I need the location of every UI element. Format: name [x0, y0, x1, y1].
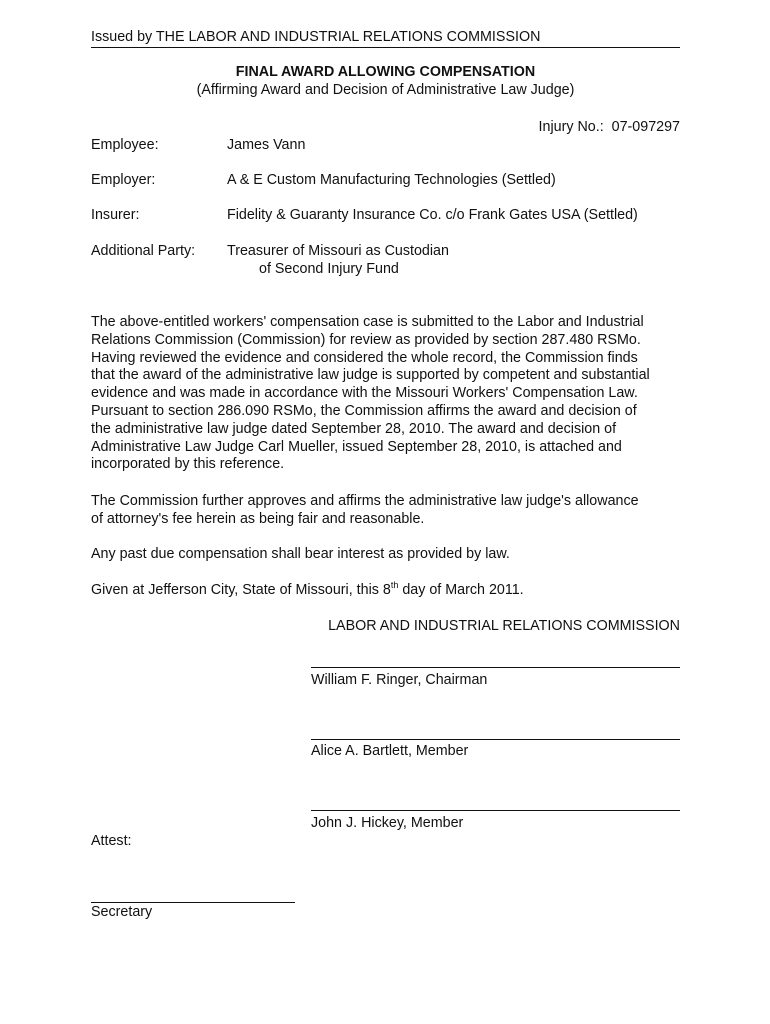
- employee-value: James Vann: [227, 137, 306, 153]
- paragraph-attorney-fee: [91, 493, 691, 529]
- given-at-line: [91, 582, 524, 598]
- paragraph-submission: [91, 314, 691, 474]
- paragraph-interest: Any past due compensation shall bear interest as provided by law.: [91, 546, 510, 562]
- paragraph-line: Relations Commission (Commission) for review as provided by section 287.480 RSMo.: [91, 331, 641, 348]
- paragraph-line: Pursuant to section 286.090 RSMo, the Commission affirms the award and decision of: [91, 402, 637, 419]
- insurer-value: Fidelity & Guaranty Insurance Co. c/o Frank Gates USA (Settled): [227, 207, 638, 223]
- member2-name: John J. Hickey, Member: [311, 815, 464, 831]
- given-at-date: day of March 2011.: [398, 582, 524, 598]
- paragraph-line: The Commission further approves and affirms the administrative law judge's allowance: [91, 493, 639, 509]
- issued-by-header: Issued by THE LABOR AND INDUSTRIAL RELATIONS COMMISSION: [91, 29, 680, 48]
- award-title: FINAL AWARD ALLOWING COMPENSATION: [235, 64, 536, 80]
- paragraph-line: incorporated by this reference.: [91, 456, 285, 473]
- paragraph-line: The above-entitled workers' compensation case is submitted to the Labor and Industrial: [91, 314, 644, 330]
- additional-party-label: Additional Party:: [91, 243, 196, 259]
- paragraph-line: that the award of the administrative law judge is supported by competent and substantial: [91, 367, 650, 384]
- member1-signature-line: [311, 739, 680, 740]
- paragraph-line: Having reviewed the evidence and considered the whole record, the Commission finds: [91, 349, 638, 366]
- employee-label: Employee:: [91, 137, 159, 153]
- additional-party-line1: Treasurer of Missouri as Custodian: [227, 243, 449, 259]
- chairman-name: William F. Ringer, Chairman: [311, 672, 488, 688]
- member1-name: Alice A. Bartlett, Member: [311, 743, 469, 759]
- insurer-label: Insurer:: [91, 207, 140, 223]
- employer-value: A & E Custom Manufacturing Technologies (Settled): [227, 172, 556, 188]
- member2-signature-line: [311, 810, 680, 811]
- injury-number-value: 07-097297: [611, 119, 680, 135]
- employer-label: Employer:: [91, 172, 156, 188]
- paragraph-line: of attorney's fee herein as being fair and reasonable.: [91, 510, 425, 527]
- paragraph-line: Administrative Law Judge Carl Mueller, issued September 28, 2010, is attached and: [91, 438, 622, 455]
- secretary-signature-line: [91, 902, 295, 903]
- paragraph-line: the administrative law judge dated September 28, 2010. The award and decision of: [91, 420, 617, 437]
- commission-heading: LABOR AND INDUSTRIAL RELATIONS COMMISSION: [328, 618, 680, 634]
- day-ordinal: th: [390, 580, 399, 590]
- secretary-label: Secretary: [91, 904, 153, 920]
- given-at-text: Given at Jefferson City, State of Missouri, this 8: [91, 582, 391, 598]
- chairman-signature-line: [311, 667, 680, 668]
- paragraph-line: evidence and was made in accordance with the Missouri Workers' Compensation Law.: [91, 385, 638, 402]
- injury-number-label: Injury No.:: [538, 119, 604, 135]
- injury-number: [300, 119, 680, 135]
- award-subtitle: (Affirming Award and Decision of Administrative Law Judge): [196, 82, 575, 98]
- additional-party-line2: of Second Injury Fund: [259, 261, 399, 277]
- attest-label: Attest:: [91, 833, 132, 849]
